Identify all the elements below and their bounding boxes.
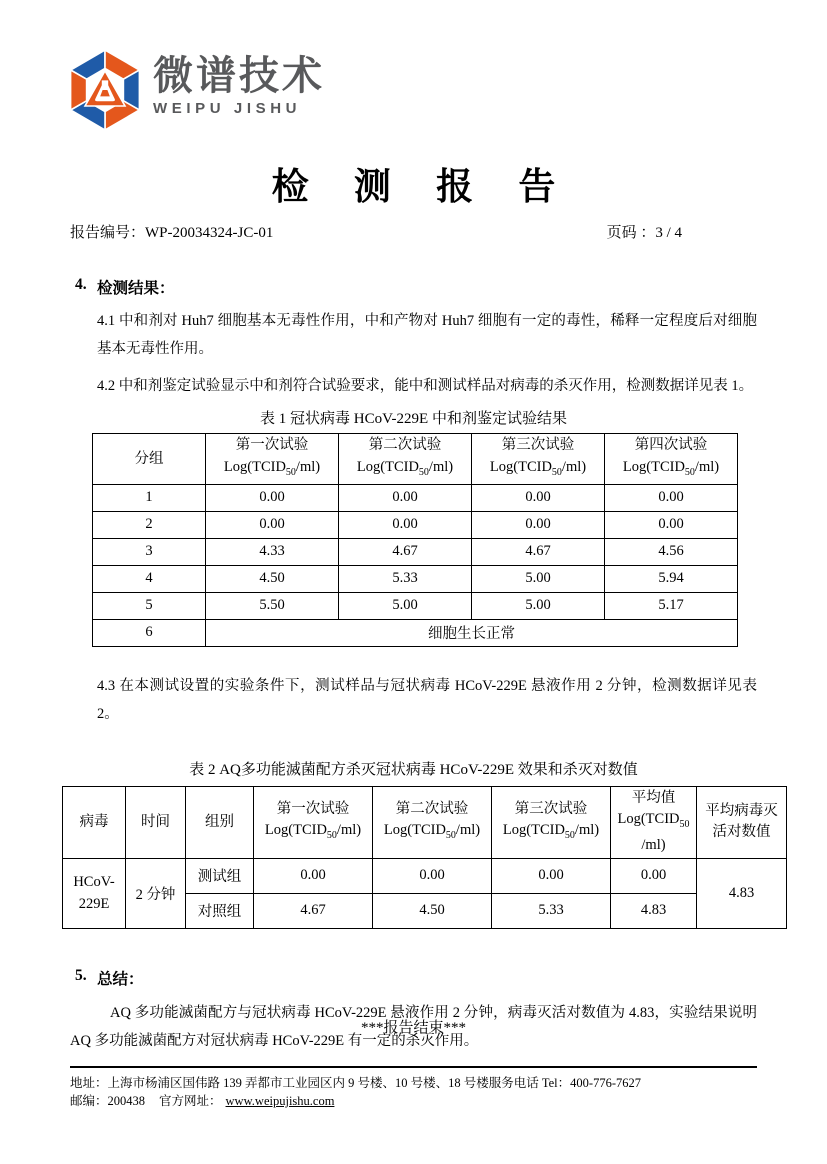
- table1-col-test3: [472, 434, 605, 485]
- table1-col-test1: [206, 434, 339, 485]
- table2-col-average: [611, 786, 697, 858]
- table-cell: 4.50: [206, 565, 339, 592]
- table2: [62, 786, 787, 929]
- section4-title: 检测结果：: [97, 280, 175, 297]
- logo: [65, 48, 325, 132]
- logtcid-unit: $Log(TCID_{50}/ml)$: [383, 821, 481, 841]
- paragraph-4-2: 4.2 中和剂鉴定试验显示中和剂符合试验要求，能中和测试样品对病毒的杀灭作用，检测数据详见表 1。: [97, 378, 754, 394]
- table2-header-row: [63, 786, 787, 858]
- table2-col-test2-label: 第二次试验: [395, 800, 469, 817]
- table-row: [93, 484, 738, 511]
- table2-virus-cell: HCoV- 229E: [63, 858, 126, 928]
- logtcid-unit: $Log(TCID_{50}/ml)$: [622, 459, 720, 478]
- logtcid-unit: $Log(TCID_{50}/ml)$: [264, 821, 362, 841]
- table-cell: 4.67: [339, 538, 472, 565]
- report-number-value: WP-20034324-JC-01: [145, 225, 274, 241]
- footer-website-label: 官方网址：: [159, 1094, 222, 1108]
- footer-address: 地址：上海市杨浦区国伟路 139 弄都市工业园区内 9 号楼、10 号楼、18 号楼服务电话 Tel：400-776-7627: [70, 1076, 641, 1090]
- logtcid-unit: $Log(TCID_{50}/ml)$: [502, 821, 600, 841]
- table2-col-test3: [492, 786, 611, 858]
- table2-col-group: 组别: [186, 786, 254, 858]
- table-cell: 0.00: [339, 484, 472, 511]
- table-cell: 5.94: [605, 565, 738, 592]
- table1-col-test2: [339, 434, 472, 485]
- table-row: [63, 858, 787, 893]
- table-cell: 4.67: [254, 893, 373, 928]
- table1-col-test4-label: 第四次试验: [634, 437, 708, 453]
- page-number: [607, 221, 757, 242]
- table2-col-test2: [373, 786, 492, 858]
- table-cell: 0.00: [339, 511, 472, 538]
- section5-number: 5.: [75, 966, 87, 984]
- table-cell-span: 细胞生长正常: [206, 619, 738, 646]
- page-title: 检 测 报 告: [271, 167, 574, 208]
- logtcid-unit: $Log(TCID_{50}/ml)$: [223, 459, 321, 478]
- table-cell: 0.00: [206, 511, 339, 538]
- table-row: [93, 592, 738, 619]
- table-row: [93, 565, 738, 592]
- section4-heading: [70, 276, 757, 298]
- table-cell: 4.33: [206, 538, 339, 565]
- report-number: [70, 221, 273, 242]
- page-number-value: 3 / 4: [655, 225, 682, 241]
- page-number-label: 页码 ：: [606, 225, 656, 241]
- logo-text: [153, 54, 325, 117]
- table2-time-cell: 2 分钟: [126, 858, 186, 928]
- table-cell: 0.00: [492, 858, 611, 893]
- table-cell: 0.00: [206, 484, 339, 511]
- table-cell: 0.00: [611, 858, 697, 893]
- report-number-label: 报告编号：: [70, 225, 146, 241]
- table-cell: 对照组: [186, 893, 254, 928]
- table-cell: 2: [93, 511, 206, 538]
- table2-caption: 表 2 AQ多功能滅菌配方杀灭冠状病毒 HCoV-229E 效果和杀灭对数值: [189, 761, 638, 778]
- table2-col-test1-label: 第一次试验: [276, 800, 350, 817]
- page-footer: [70, 1066, 757, 1110]
- section4-number: 4.: [75, 276, 87, 293]
- table-cell: 5.50: [206, 592, 339, 619]
- table-cell: 5.33: [492, 893, 611, 928]
- table2-col-time: 时间: [126, 786, 186, 858]
- logtcid-unit: $Log(TCID_{50}/ml)$: [489, 459, 587, 478]
- section5-heading: [70, 967, 757, 989]
- footer-zipcode: 邮编：200438: [70, 1094, 146, 1108]
- table-cell: 5.33: [339, 565, 472, 592]
- table-cell: 0.00: [605, 511, 738, 538]
- table-cell: 5.00: [472, 592, 605, 619]
- table-cell: 0.00: [605, 484, 738, 511]
- paragraph-4-1: 4.1 中和剂对 Huh7 细胞基本无毒性作用，中和产物对 Huh7 细胞有一定的毒性，稀释一定程度后对细胞基本无毒性作用。: [97, 313, 757, 357]
- table-cell: 4.50: [373, 893, 492, 928]
- logtcid-unit: $Log(TCID_{50}/ml)$: [356, 459, 454, 478]
- table-cell: 0.00: [254, 858, 373, 893]
- table1-header-row: [93, 434, 738, 485]
- table2-col-average-label: 平均值: [631, 790, 676, 807]
- table-cell: 测试组: [186, 858, 254, 893]
- table-row: [93, 511, 738, 538]
- table-cell: 1: [93, 484, 206, 511]
- table-cell: 6: [93, 619, 206, 646]
- table-cell: 4: [93, 565, 206, 592]
- company-name-cn: 微谱技术: [153, 54, 325, 98]
- table2-col-test1: [254, 786, 373, 858]
- report-body: [70, 276, 778, 1055]
- logtcid-unit-line2: /ml): [641, 837, 666, 854]
- table-cell: 5.17: [605, 592, 738, 619]
- report-end-marker: ***报告结束***: [360, 1020, 466, 1036]
- table2-kill-value-cell: 4.83: [697, 858, 787, 928]
- table1-col-test3-label: 第三次试验: [501, 437, 575, 453]
- table2-col-kill-log: 平均病毒灭 活对数值: [697, 786, 787, 858]
- summary-paragraph: AQ 多功能滅菌配方与冠状病毒 HCoV-229E 悬液作用 2 分钟，病毒灭活对数值为 4.83，实验结果说明 AQ 多功能滅菌配方对冠状病毒 HCoV-229E 有一定的杀灭作用。: [70, 1004, 757, 1049]
- table-cell: 5: [93, 592, 206, 619]
- table1-col-test2-label: 第二次试验: [368, 437, 442, 453]
- table-row: [93, 619, 738, 646]
- table-row: [93, 538, 738, 565]
- table1-col-group: 分组: [93, 434, 206, 485]
- table-cell: 5.00: [339, 592, 472, 619]
- table1-caption: 表 1 冠状病毒 HCoV-229E 中和剂鉴定试验结果: [260, 411, 567, 427]
- table-cell: 0.00: [373, 858, 492, 893]
- company-name-en: WEIPU JISHU: [153, 100, 302, 117]
- table2-col-virus: 病毒: [63, 786, 126, 858]
- table1: [92, 433, 738, 647]
- table-cell: 3: [93, 538, 206, 565]
- section5-title: 总结：: [97, 970, 144, 988]
- paragraph-4-3: 4.3 在本测试设置的实验条件下，测试样品与冠状病毒 HCoV-229E 悬液作用 2 分钟，检测数据详见表 2。: [97, 677, 757, 722]
- table-cell: 4.56: [605, 538, 738, 565]
- table1-col-test1-label: 第一次试验: [235, 437, 309, 453]
- table1-col-test4: [605, 434, 738, 485]
- table-cell: 4.67: [472, 538, 605, 565]
- footer-website-link[interactable]: www.weipujishu.com: [225, 1094, 335, 1108]
- company-logo-icon: [65, 48, 145, 132]
- footer-contact: [70, 1092, 757, 1110]
- table-cell: 0.00: [472, 511, 605, 538]
- table-cell: 4.83: [611, 893, 697, 928]
- table2-col-test3-label: 第三次试验: [514, 800, 588, 817]
- report-meta: [70, 221, 757, 242]
- logtcid-unit-line1: $Log(TCID_{50}$: [617, 811, 690, 831]
- table-cell: 0.00: [472, 484, 605, 511]
- table-cell: 5.00: [472, 565, 605, 592]
